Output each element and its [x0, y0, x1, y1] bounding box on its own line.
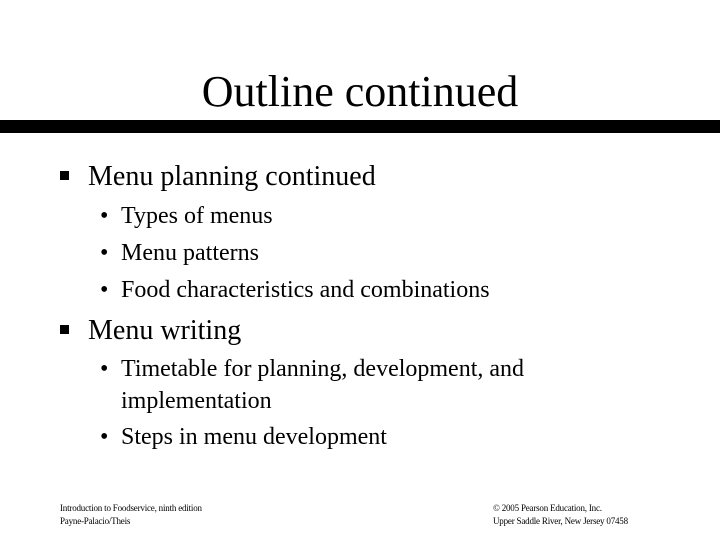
footer-copyright: © 2005 Pearson Education, Inc.	[493, 503, 602, 513]
list-item-text: Steps in menu development	[121, 424, 387, 450]
bullet-icon: •	[100, 203, 109, 229]
footer-authors: Payne-Palacio/Theis	[60, 516, 131, 526]
slide-title: Outline continued	[201, 67, 519, 116]
list-item-text: Menu patterns	[121, 240, 259, 266]
list-item-text: Types of menus	[121, 203, 273, 229]
section-heading: Menu writing	[88, 315, 242, 346]
bullet-icon: •	[100, 240, 109, 266]
title-divider	[0, 120, 720, 133]
bullet-icon: •	[100, 424, 109, 450]
list-item-text: implementation	[121, 388, 272, 414]
footer-address: Upper Saddle River, New Jersey 07458	[493, 516, 628, 526]
section-heading: Menu planning continued	[88, 161, 376, 192]
bullet-icon: •	[100, 356, 109, 382]
square-bullet-icon	[60, 325, 69, 334]
list-item-text: Food characteristics and combinations	[121, 277, 490, 303]
footer-book-title: Introduction to Foodservice, ninth edition	[60, 503, 202, 513]
list-item-text: Timetable for planning, development, and	[121, 356, 525, 382]
bullet-icon: •	[100, 277, 109, 303]
footer-right	[493, 502, 628, 528]
square-bullet-icon	[60, 171, 69, 180]
footer-left	[60, 502, 202, 528]
